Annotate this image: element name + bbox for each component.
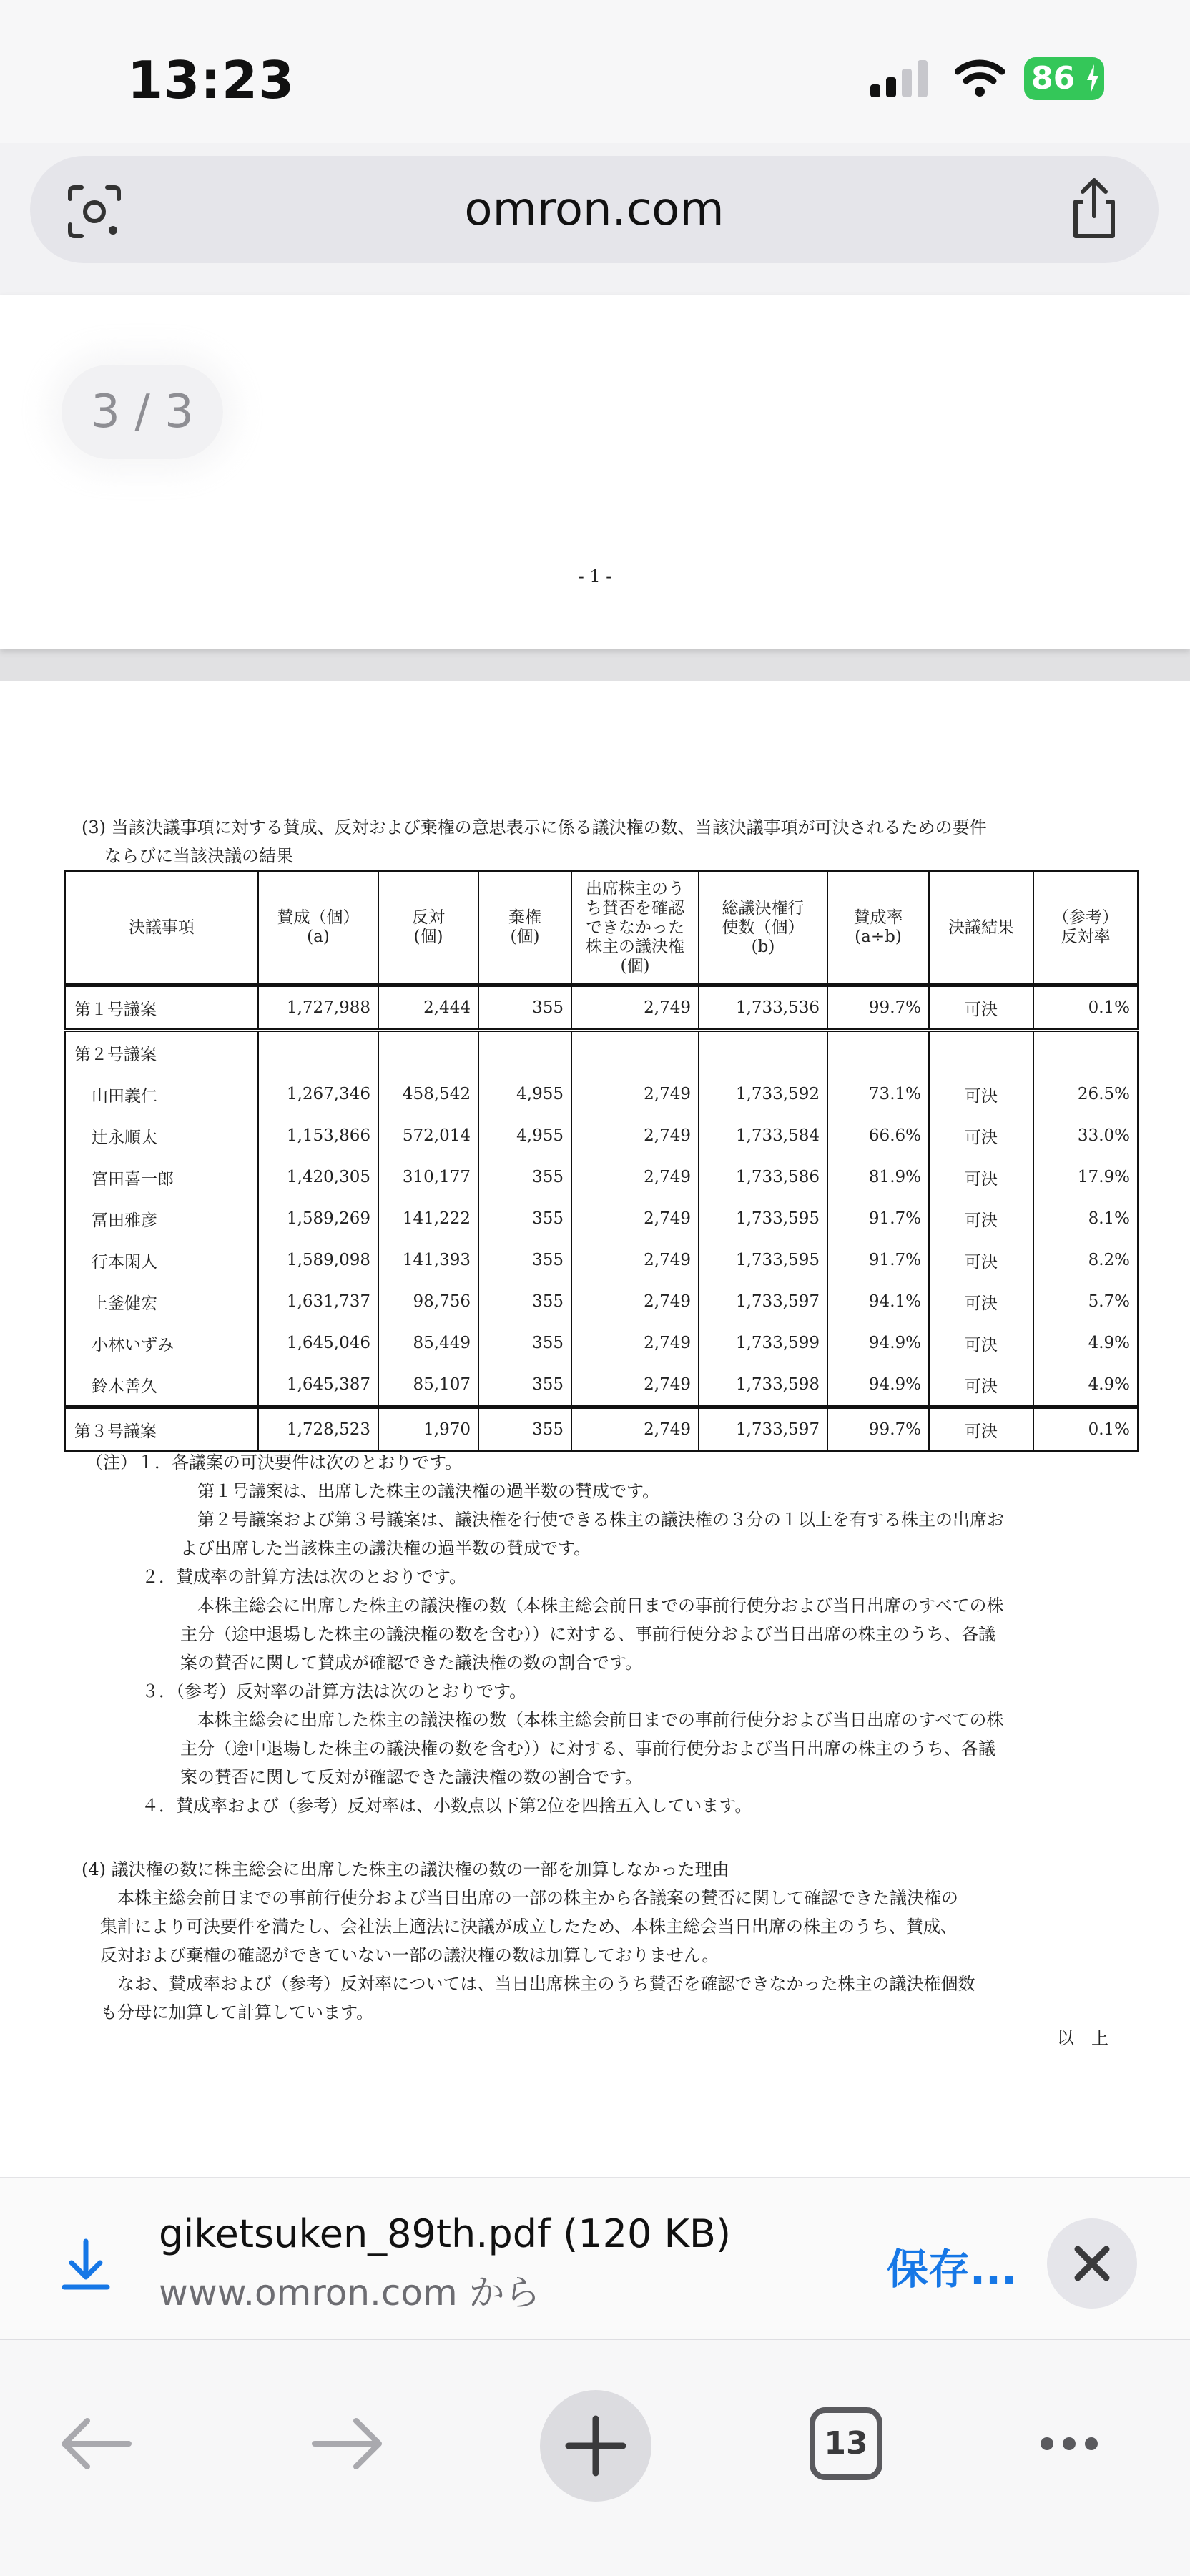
candidate-unconfirmed: 2,749	[571, 1281, 699, 1322]
candidate-total: 1,733,584	[699, 1115, 827, 1156]
candidate-rate: 94.9%	[827, 1322, 929, 1364]
note-3a-line1: 本株主総会に出席した株主の議決権の数（本株主総会前日までの事前行使分および当日出席のすべての株	[197, 1710, 1004, 1730]
candidate-ref: 33.0%	[1033, 1115, 1138, 1156]
browser-toolbar	[0, 2339, 1190, 2576]
candidate-abstain: 355	[478, 1281, 571, 1322]
candidate-unconfirmed: 2,749	[571, 1239, 699, 1281]
candidate-total: 1,733,586	[699, 1156, 827, 1198]
candidate-rate: 81.9%	[827, 1156, 929, 1198]
header-rate: 賛成率 (a÷b)	[827, 871, 929, 985]
note-2a-line2: 主分（途中退場した株主の議決権の数を含む））に対する、事前行使分および当日出席の株主のうち、各議	[180, 1624, 995, 1644]
pdf-viewer[interactable]	[0, 295, 1190, 2177]
candidate-result: 可決	[929, 1198, 1033, 1239]
candidate-name: 小林いずみ	[65, 1322, 258, 1364]
download-source: www.omron.com から	[159, 2272, 541, 2314]
page-number: - 1 -	[578, 566, 612, 586]
candidate-approve: 1,589,269	[258, 1198, 378, 1239]
header-oppose: 反対 (個)	[378, 871, 478, 985]
candidate-approve: 1,631,737	[258, 1281, 378, 1322]
candidate-unconfirmed: 2,749	[571, 1115, 699, 1156]
candidate-approve: 1,267,346	[258, 1073, 378, 1115]
battery-indicator	[1024, 57, 1104, 100]
table-row-candidate	[65, 1198, 1138, 1239]
candidate-approve: 1,153,866	[258, 1115, 378, 1156]
section4-p2-line1: なお、賛成率および（参考）反対率については、当日出席株主のうち賛否を確認できなかった株主の議決権個数	[117, 1974, 975, 1994]
proposal1-result: 可決	[929, 985, 1033, 1031]
candidate-ref: 17.9%	[1033, 1156, 1138, 1198]
candidate-approve: 1,589,098	[258, 1239, 378, 1281]
candidate-approve: 1,420,305	[258, 1156, 378, 1198]
section4-p1-line2: 集計により可決要件を満たし、会社法上適法に決議が成立したため、本株主総会当日出席の株主のうち、賛成、	[100, 1917, 958, 1937]
forward-arrow-icon[interactable]	[293, 2390, 400, 2497]
candidate-oppose: 98,756	[378, 1281, 478, 1322]
tab-switcher-button[interactable]	[792, 2390, 900, 2497]
candidate-abstain: 355	[478, 1156, 571, 1198]
table-row-candidate	[65, 1073, 1138, 1115]
more-options-icon[interactable]	[1016, 2390, 1123, 2497]
plus-icon[interactable]	[540, 2390, 651, 2502]
table-row-candidate	[65, 1239, 1138, 1281]
candidate-name: 上釜健宏	[65, 1281, 258, 1322]
note-3: ３．（参考）反対率の計算方法は次のとおりです。	[142, 1681, 527, 1701]
candidate-rate: 91.7%	[827, 1239, 929, 1281]
note-1a: 第１号議案は、出席した株主の議決権の過半数の賛成です。	[197, 1481, 660, 1501]
pdf-page-1	[0, 295, 1190, 649]
proposal3-result: 可決	[929, 1407, 1033, 1452]
note-2a-line1: 本株主総会に出席した株主の議決権の数（本株主総会前日までの事前行使分および当日出席のすべての株	[197, 1596, 1004, 1616]
proposal1-name: 第１号議案	[65, 985, 258, 1031]
section3-heading	[82, 813, 1111, 870]
candidate-ref: 8.1%	[1033, 1198, 1138, 1239]
url-text[interactable]: omron.com	[464, 183, 724, 236]
candidate-name: 辻永順太	[65, 1115, 258, 1156]
voting-results-table	[64, 870, 1139, 1452]
section4-p2-line2: も分母に加算して計算しています。	[100, 2002, 374, 2022]
candidate-name: 山田義仁	[65, 1073, 258, 1115]
note-1: （注）１．各議案の可決要件は次のとおりです。	[86, 1452, 463, 1473]
proposal1-total: 1,733,536	[699, 985, 827, 1031]
note-2a-line3: 案の賛否に関して賛成が確認できた議決権の数の割合です。	[180, 1653, 643, 1673]
candidate-unconfirmed: 2,749	[571, 1364, 699, 1407]
candidate-oppose: 141,222	[378, 1198, 478, 1239]
candidate-result: 可決	[929, 1239, 1033, 1281]
candidate-result: 可決	[929, 1156, 1033, 1198]
cellular-signal-icon	[869, 59, 933, 97]
candidate-abstain: 4,955	[478, 1073, 571, 1115]
candidate-ref: 4.9%	[1033, 1322, 1138, 1364]
candidate-oppose: 85,107	[378, 1364, 478, 1407]
status-bar	[0, 0, 1190, 143]
candidate-ref: 4.9%	[1033, 1364, 1138, 1407]
candidate-approve: 1,645,046	[258, 1322, 378, 1364]
table-row-candidate	[65, 1115, 1138, 1156]
closing-mark: 以 上	[1057, 2028, 1108, 2048]
note-1b-line1: 第２号議案および第３号議案は、議決権を行使できる株主の議決権の３分の１以上を有する株主の出席お	[197, 1510, 1004, 1530]
table-row-candidate	[65, 1364, 1138, 1407]
header-unconfirmed: 出席株主のう ち賛否を確認 できなかった 株主の議決権 (個)	[571, 871, 699, 985]
candidate-unconfirmed: 2,749	[571, 1073, 699, 1115]
pdf-page-2	[0, 681, 1190, 2177]
candidate-oppose: 458,542	[378, 1073, 478, 1115]
close-icon[interactable]	[1047, 2218, 1137, 2309]
header-total: 総議決権行 使数（個） (b)	[699, 871, 827, 985]
candidate-name: 宮田喜一郎	[65, 1156, 258, 1198]
candidate-result: 可決	[929, 1073, 1033, 1115]
table-row-candidate	[65, 1281, 1138, 1322]
proposal1-oppose: 2,444	[378, 985, 478, 1031]
candidate-abstain: 355	[478, 1198, 571, 1239]
candidate-total: 1,733,595	[699, 1198, 827, 1239]
section4-title: (4) 議決権の数に株主総会に出席した株主の議決権の数の一部を加算しなかった理由	[82, 1859, 729, 1879]
section3-title-line2: ならびに当該決議の結果	[104, 846, 293, 866]
back-arrow-icon[interactable]	[43, 2390, 150, 2497]
proposal1-rate: 99.7%	[827, 985, 929, 1031]
candidate-oppose: 141,393	[378, 1239, 478, 1281]
candidate-total: 1,733,597	[699, 1281, 827, 1322]
table-row-proposal1	[65, 985, 1138, 1031]
proposal3-unconfirmed: 2,749	[571, 1407, 699, 1452]
status-time: 13:23	[127, 50, 295, 110]
close-download-button[interactable]	[1047, 2218, 1137, 2309]
proposal3-abstain: 355	[478, 1407, 571, 1452]
candidate-oppose: 310,177	[378, 1156, 478, 1198]
candidate-total: 1,733,592	[699, 1073, 827, 1115]
new-tab-button[interactable]	[540, 2390, 651, 2502]
candidate-approve: 1,645,387	[258, 1364, 378, 1407]
candidate-result: 可決	[929, 1322, 1033, 1364]
candidate-abstain: 355	[478, 1322, 571, 1364]
note-3a-line3: 案の賛否に関して反対が確認できた議決権の数の割合です。	[180, 1767, 643, 1787]
section3-title-line1: (3) 当該決議事項に対する賛成、反対および棄権の意思表示に係る議決権の数、当該決議事項が可決されるための要件	[82, 817, 987, 837]
table-row-candidate	[65, 1322, 1138, 1364]
candidate-rate: 66.6%	[827, 1115, 929, 1156]
header-item: 決議事項	[65, 871, 258, 985]
proposal1-ref: 0.1%	[1033, 985, 1138, 1031]
proposal3-name: 第３号議案	[65, 1407, 258, 1452]
candidate-total: 1,733,599	[699, 1322, 827, 1364]
candidate-result: 可決	[929, 1364, 1033, 1407]
header-approve: 賛成（個） (a)	[258, 871, 378, 985]
notes	[86, 1448, 1108, 1820]
proposal1-abstain: 355	[478, 985, 571, 1031]
candidate-name: 冨田雅彦	[65, 1198, 258, 1239]
candidate-oppose: 85,449	[378, 1322, 478, 1364]
candidate-total: 1,733,595	[699, 1239, 827, 1281]
candidate-rate: 91.7%	[827, 1198, 929, 1239]
section4-p1-line3: 反対および棄権の確認ができていない一部の議決権の数は加算しておりません。	[100, 1945, 719, 1965]
candidate-ref: 26.5%	[1033, 1073, 1138, 1115]
candidate-ref: 5.7%	[1033, 1281, 1138, 1322]
candidate-name: 鈴木善久	[65, 1364, 258, 1407]
proposal3-rate: 99.7%	[827, 1407, 929, 1452]
page-indicator: 3 / 3	[62, 365, 223, 459]
candidate-total: 1,733,598	[699, 1364, 827, 1407]
proposal3-oppose: 1,970	[378, 1407, 478, 1452]
proposal3-approve: 1,728,523	[258, 1407, 378, 1452]
proposal3-ref: 0.1%	[1033, 1407, 1138, 1452]
candidate-result: 可決	[929, 1281, 1033, 1322]
download-filename: giketsuken_89th.pdf (120 KB)	[159, 2211, 732, 2256]
save-button[interactable]: 保存...	[887, 2245, 1018, 2294]
note-3a-line2: 主分（途中退場した株主の議決権の数を含む））に対する、事前行使分および当日出席の株主のうち、各議	[180, 1739, 995, 1759]
table-header-row	[65, 871, 1138, 985]
header-abstain: 棄権 (個)	[478, 871, 571, 985]
section4-p1-line1: 本株主総会前日までの事前行使分および当日出席の一部の株主から各議案の賛否に関して確認できた議決権の	[117, 1888, 958, 1908]
charging-bolt-icon	[1086, 64, 1100, 93]
candidate-name: 行本閑人	[65, 1239, 258, 1281]
candidate-abstain: 4,955	[478, 1115, 571, 1156]
candidate-oppose: 572,014	[378, 1115, 478, 1156]
wifi-icon	[955, 57, 1005, 97]
table-row-candidate	[65, 1156, 1138, 1198]
header-result: 決議結果	[929, 871, 1033, 985]
proposal1-approve: 1,727,988	[258, 985, 378, 1031]
note-1b-line2: よび出席した当該株主の議決権の過半数の賛成です。	[180, 1538, 591, 1558]
share-icon[interactable]	[1066, 176, 1123, 240]
header-ref: （参考） 反対率	[1033, 871, 1138, 985]
proposal1-unconfirmed: 2,749	[571, 985, 699, 1031]
download-icon	[57, 2236, 114, 2293]
candidate-ref: 8.2%	[1033, 1239, 1138, 1281]
proposal2-name: 第２号議案	[65, 1031, 258, 1074]
note-4: ４．賛成率および（参考）反対率は、小数点以下第2位を四捨五入しています。	[142, 1796, 752, 1816]
candidate-result: 可決	[929, 1115, 1033, 1156]
candidate-rate: 94.1%	[827, 1281, 929, 1322]
candidate-abstain: 355	[478, 1364, 571, 1407]
table-row-proposal3	[65, 1407, 1138, 1452]
download-bar	[0, 2177, 1190, 2340]
table-row-proposal2-title	[65, 1031, 1138, 1074]
address-bar[interactable]	[30, 156, 1159, 263]
note-2: ２．賛成率の計算方法は次のとおりです。	[142, 1567, 467, 1587]
battery-level: 86	[1031, 60, 1076, 97]
tab-count[interactable]: 13	[810, 2407, 882, 2480]
candidate-unconfirmed: 2,749	[571, 1198, 699, 1239]
proposal3-total: 1,733,597	[699, 1407, 827, 1452]
candidate-rate: 94.9%	[827, 1364, 929, 1407]
section4	[82, 1855, 1108, 2027]
candidate-unconfirmed: 2,749	[571, 1322, 699, 1364]
candidate-abstain: 355	[478, 1239, 571, 1281]
candidate-rate: 73.1%	[827, 1073, 929, 1115]
candidate-unconfirmed: 2,749	[571, 1156, 699, 1198]
